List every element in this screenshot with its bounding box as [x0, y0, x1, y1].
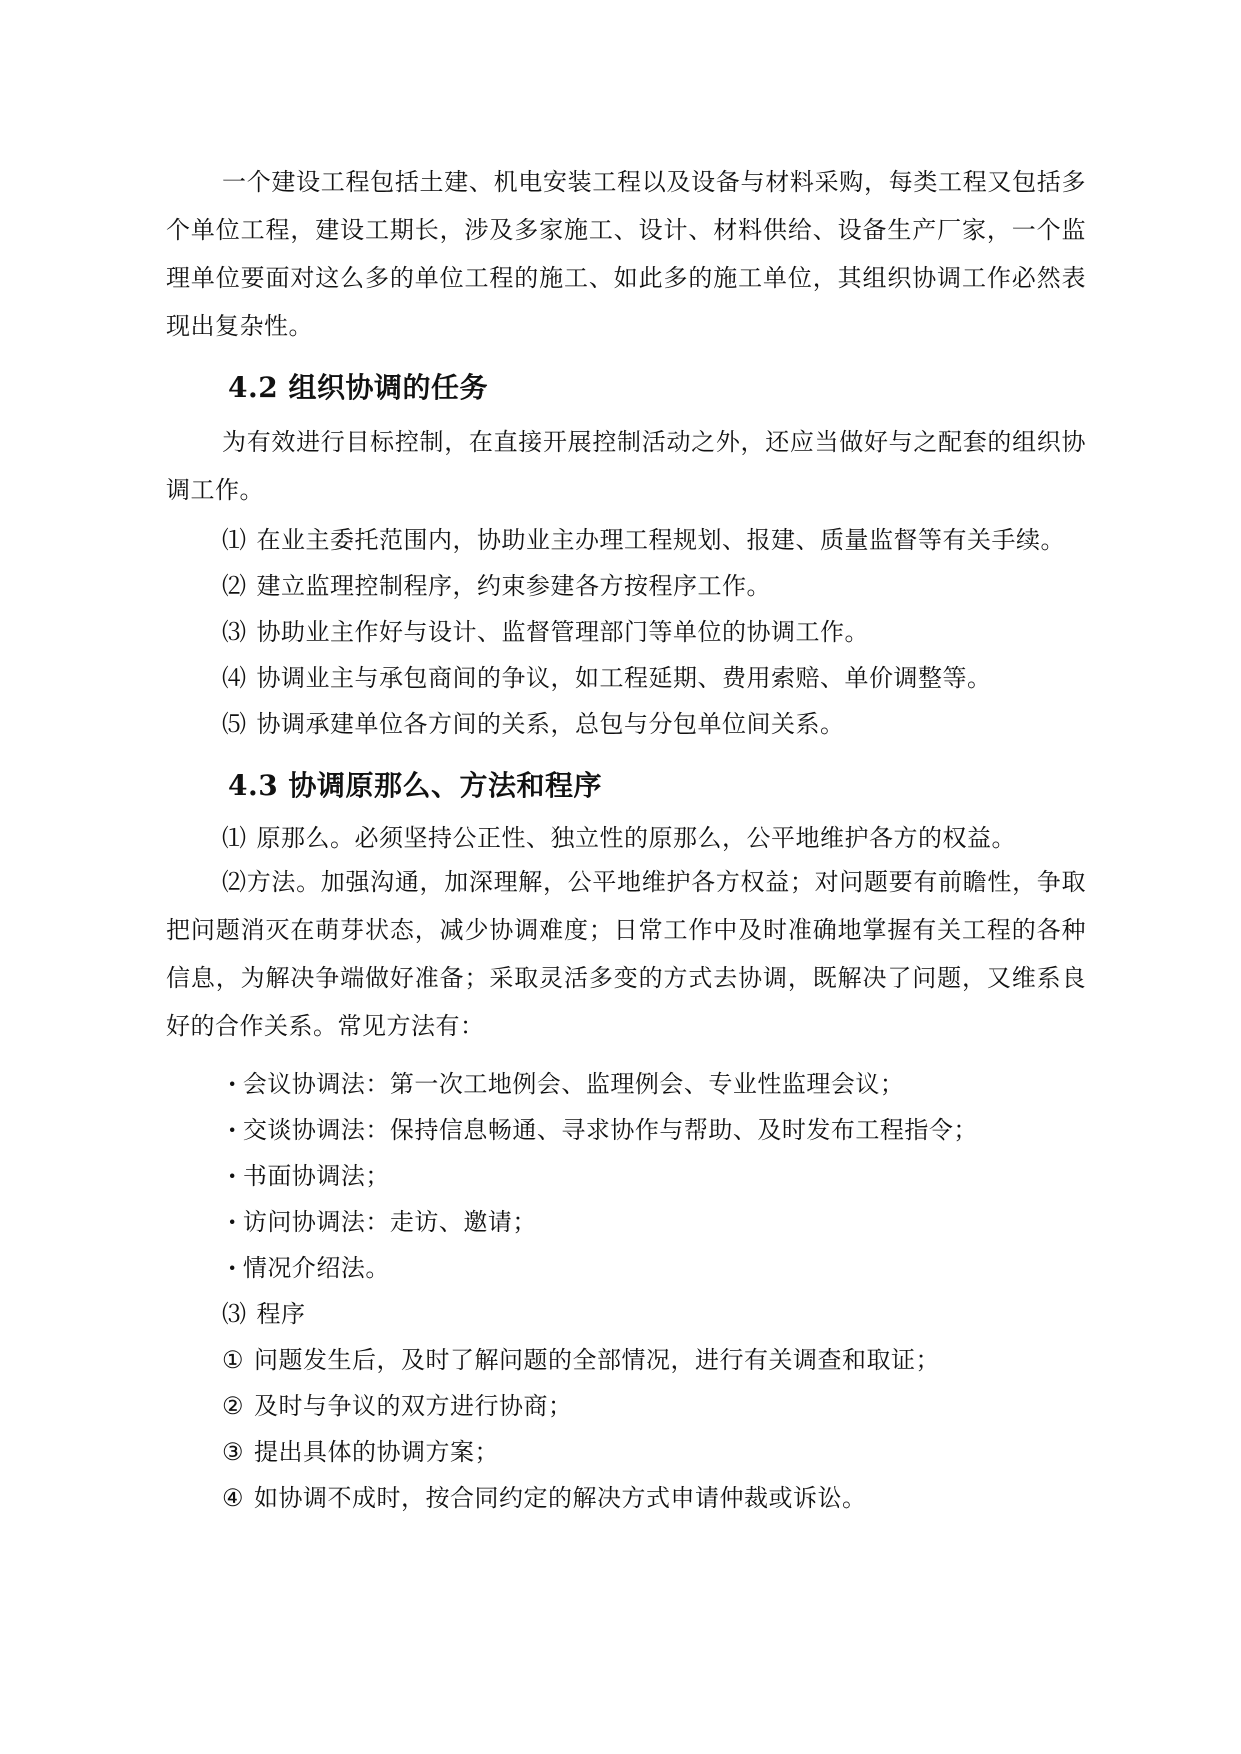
item-marker: ⑷	[222, 664, 247, 692]
method-bullet-item	[228, 1252, 390, 1284]
procedure-step	[222, 1390, 573, 1422]
step-marker: ③	[222, 1438, 245, 1466]
item-text: 书面协调法；	[242, 1162, 390, 1190]
bullet-dot-icon: ·	[228, 1069, 237, 1098]
item-marker: ⑶	[222, 618, 247, 646]
section-4-2-intro-paragraph: 为有效进行目标控制，在直接开展控制活动之外，还应当做好与之配套的组织协调工作。	[166, 428, 1086, 504]
procedure-step	[222, 1436, 499, 1468]
item-text: 原那么。必须坚持公正性、独立性的原那么，公平地维护各方的权益。	[256, 824, 1016, 852]
method-bullet-item	[228, 1160, 390, 1192]
principle-item	[222, 822, 1016, 854]
task-item	[222, 616, 869, 648]
item-marker: ⑵	[222, 572, 247, 600]
procedure-item	[222, 1298, 306, 1330]
section-heading-4-2: 4.2 组织协调的任务	[228, 371, 488, 404]
item-marker: ⑴	[222, 526, 247, 554]
step-text: 如协调不成时，按合同约定的解决方式申请仲裁或诉讼。	[254, 1484, 867, 1512]
item-text: 情况介绍法。	[242, 1254, 390, 1282]
item-marker: ⑴	[222, 824, 247, 852]
task-item	[222, 524, 1065, 556]
bullet-dot-icon: ·	[228, 1253, 237, 1282]
step-marker: ①	[222, 1346, 245, 1374]
item-text: 访问协调法：走访、邀请；	[242, 1208, 537, 1236]
step-text: 问题发生后，及时了解问题的全部情况，进行有关调查和取证；	[254, 1346, 941, 1374]
step-marker: ②	[222, 1392, 245, 1420]
method-bullet-item	[228, 1206, 537, 1238]
item-text: 程序	[256, 1300, 306, 1328]
item-text: 会议协调法：第一次工地例会、监理例会、专业性监理会议；	[242, 1070, 905, 1098]
method-bullet-item	[228, 1114, 978, 1146]
item-text: 协调承建单位各方间的关系，总包与分包单位间关系。	[256, 710, 845, 738]
item-text: 建立监理控制程序，约束参建各方按程序工作。	[256, 572, 771, 600]
item-text: 协助业主作好与设计、监督管理部门等单位的协调工作。	[256, 618, 869, 646]
item-text: 在业主委托范围内，协助业主办理工程规划、报建、质量监督等有关手续。	[256, 526, 1065, 554]
task-item	[222, 662, 992, 694]
step-text: 提出具体的协调方案；	[254, 1438, 500, 1466]
step-marker: ④	[222, 1484, 245, 1512]
item-marker: ⑶	[222, 1300, 247, 1328]
procedure-step	[222, 1344, 940, 1376]
methods-paragraph: ⑵方法。加强沟通，加深理解，公平地维护各方权益；对问题要有前瞻性，争取把问题消灭在萌芽状态，减少协调难度；日常工作中及时准确地掌握有关工程的各种信息，为解决争端做好准备；采取灵活多变的方式去协调，既解决了问题，又维系良好的合作关系。常见方法有：	[166, 868, 1086, 1040]
bullet-dot-icon: ·	[228, 1161, 237, 1190]
method-bullet-item	[228, 1068, 904, 1100]
bullet-dot-icon: ·	[228, 1207, 237, 1236]
item-text: 协调业主与承包商间的争议，如工程延期、费用索赔、单价调整等。	[256, 664, 992, 692]
procedure-step	[222, 1482, 867, 1514]
step-text: 及时与争议的双方进行协商；	[254, 1392, 573, 1420]
item-text: 交谈协调法：保持信息畅通、寻求协作与帮助、及时发布工程指令；	[242, 1116, 978, 1144]
intro-paragraph: 一个建设工程包括土建、机电安装工程以及设备与材料采购，每类工程又包括多个单位工程，建设工期长，涉及多家施工、设计、材料供给、设备生产厂家，一个监理单位要面对这么多的单位工程的施工、如此多的施工单位，其组织协调工作必然表现出复杂性。	[166, 168, 1086, 340]
item-marker: ⑸	[222, 710, 247, 738]
task-item	[222, 708, 845, 740]
section-heading-4-3: 4.3 协调原那么、方法和程序	[228, 769, 602, 802]
task-item	[222, 570, 771, 602]
bullet-dot-icon: ·	[228, 1115, 237, 1144]
